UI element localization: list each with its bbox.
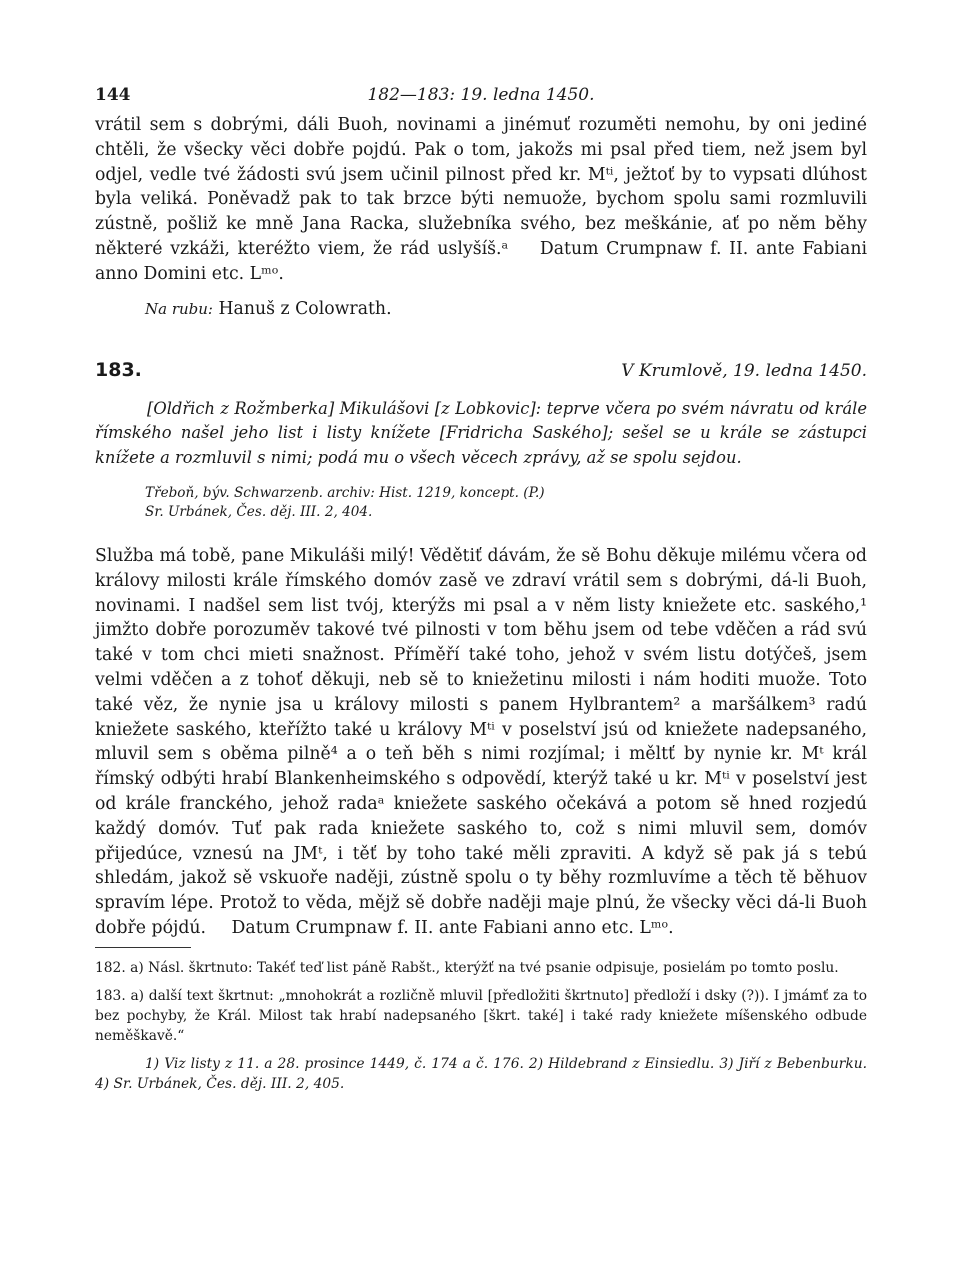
note-183-number: 183. bbox=[95, 987, 126, 1004]
doc183-regest: [Oldřich z Rožmberka] Mikulášovi [z Lobkovic]: teprve včera po svém návratu od krále římského našel jeho list i listy knížete [Fridricha Saského]; sešel se u krále se zástupci knížete a rozmluvil s nimi; podá mu o všech věcech zprávy, až se spolu sejdou. bbox=[95, 398, 867, 467]
numbered-footnotes: 1) Viz listy z 11. a 28. prosince 1449, č. 174 a č. 176. 2) Hildebrand z Einsiedlu. 3) Jiří z Bebenburku. 4) Sr. Urbánek, Čes. děj. III. 2, 405. bbox=[95, 1055, 867, 1092]
doc183-datum: Datum Crumpnaw f. II. ante Fabiani anno etc. Lᵐᵒ. bbox=[231, 918, 674, 939]
running-head: 182—183: 19. ledna 1450. bbox=[367, 85, 595, 105]
doc182-na-rubu bbox=[145, 299, 867, 319]
note-183 bbox=[95, 986, 867, 1046]
footnote-rule bbox=[95, 947, 191, 948]
page-header bbox=[95, 85, 867, 113]
source-archive: Třeboň, býv. Schwarzenb. archiv: Hist. 1219, koncept. (P.) bbox=[145, 485, 545, 502]
doc182-datum: Datum Crumpnaw f. II. ante Fabiani anno Domini etc. Lᵐᵒ. bbox=[95, 238, 867, 284]
na-rubu-label: Na rubu: bbox=[145, 299, 213, 318]
page bbox=[95, 85, 867, 1094]
doc183-number: 183. bbox=[95, 358, 142, 381]
note-182-text: a) Násl. škrtnuto: Takéť teď list páně Rabšt., kterýžť na tvé psanie odpisuje, posielám po tomto poslu. bbox=[130, 959, 839, 976]
page-number: 144 bbox=[95, 85, 131, 105]
doc183-sources bbox=[145, 484, 867, 522]
doc183-text-paragraph bbox=[95, 544, 867, 941]
note-183-text: a) další text škrtnut: „mnohokrát a rozličně mluvil [předložiti škrtnuto] předloží i dsky (?)). I jmámť za to bez pochyby, že Král. Milost tak hrabí nadepsaného [škrt. také] i také rady kniežete míšenského odbude neměškavě.“ bbox=[95, 987, 867, 1044]
note-182 bbox=[95, 958, 867, 978]
doc182-continuation-paragraph bbox=[95, 113, 867, 287]
source-literature: Sr. Urbánek, Čes. děj. III. 2, 404. bbox=[145, 504, 373, 521]
doc182-continuation: vrátil sem s dobrými, dáli Buoh, novinami a jinémuť rozuměti nemohu, by oni jediné chtěli, že všecky věci dobře pojdú. Pak o tom, jakožs mi psal před tiem, než jsem byl odjel, vedle tvé žádosti svú jsem učinil pilnost před kr. Mᵗⁱ, ježtoť by to vypsati dlúhost byla veliká. Poněvadž pak to tak brzce býti nemuože, bychom spolu sami rozmluvili zústně, pošliž ke mně Jana Racka, služebníka svého, bez meškánie, ať po něm běhy některé vzkáži, kteréžto viem, že rád uslyšíš.ᵃ bbox=[95, 115, 867, 259]
doc183-text: Služba má tobě, pane Mikuláši milý! Vědětiť dávám, že sě Bohu děkuje milému včera od královy milosti krále římského domóv zasě ve zdraví vrátil sem s dobrými, dá-li Buoh, novinami. I nadšel sem list tvój, kterýžs mi psal a v něm listy kniežete etc. saského,¹ jimžto dobře porozuměv takové tvé pilnosti v tom běhu jsem od tebe vděčen a rád svú také v tom chci mieti snažnost. Příměří také toho, jehož v svém listu dotýčeš, jsem velmi vděčen a z tohoť děkuji, neb sě to kniežetinu milosti i nám hoditi muože. Toto také věz, že nynie jsa u královy milosti s panem Hylbrantem² a maršálkem³ radú kniežete saského, kteřížto také u královy Mᵗⁱ v poselství jsú od kniežete nadepsaného, mluvil sem s oběma pilně⁴ a o teň běh s nimi rozjímal; i měltť by nynie kr. Mᵗ král římský odbýti hrabí Blankenheimského s odpovědí, kterýž také u kr. Mᵗⁱ v poselství jest od krále franckého, jehož radaᵃ kniežete saského očekává a potom sě hned rozjedú každý domóv. Tuť pak rada kniežete saského to, což s nimi mluvil sem, domóv přijedúce, vznesú na JMᵗ, i těť by toho také měli zpraviti. A když sě pak já s tebú shledám, jakož sě vskuoře naději, zústně spolu o ty běhy rozmluvíme a těch tě běhuov spravím lépe. Protož to věda, mějž sě dobře naději maje plnú, že všecky věci dá-li Buoh dobře pójdú. bbox=[95, 546, 867, 939]
doc183-heading bbox=[95, 359, 867, 389]
note-182-number: 182. bbox=[95, 959, 126, 976]
doc183-place-date: V Krumlově, 19. ledna 1450. bbox=[621, 360, 867, 381]
na-rubu-value: Hanuš z Colowrath. bbox=[218, 298, 392, 319]
